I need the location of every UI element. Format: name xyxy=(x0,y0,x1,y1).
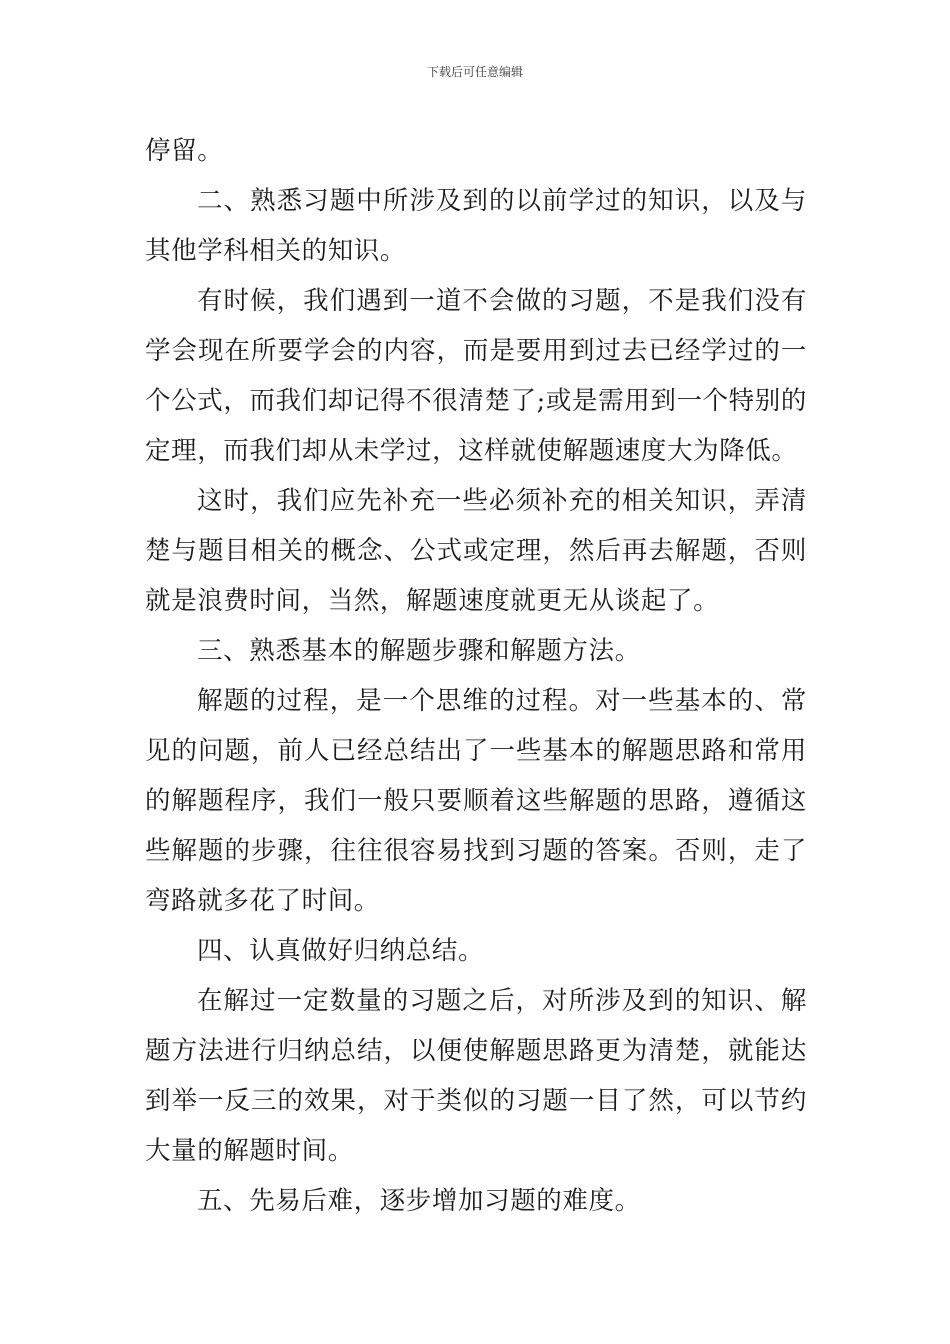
paragraph: 在解过一定数量的习题之后，对所涉及到的知识、解题方法进行归纳总结，以便使解题思路更为清楚，就能达到举一反三的效果，对于类似的习题一目了然，可以节约大量的解题时间。 xyxy=(145,986,807,1166)
section-heading-4: 四、认真做好归纳总结。 xyxy=(197,936,485,966)
paragraph: 有时候，我们遇到一道不会做的习题，不是我们没有学会现在所要学会的内容，而是要用到过去已经学过的一个公式，而我们却记得不很清楚了;或是需用到一个特别的定理，而我们却从未学过，这样就使解题速度大为降低。 xyxy=(145,286,807,466)
section-heading-2: 二、熟悉习题中所涉及到的以前学过的知识，以及与其他学科相关的知识。 xyxy=(145,186,807,266)
paragraph-continuation: 停留。 xyxy=(145,136,224,166)
paragraph: 这时，我们应先补充一些必须补充的相关知识，弄清楚与题目相关的概念、公式或定理，然后再去解题，否则就是浪费时间，当然，解题速度就更无从谈起了。 xyxy=(145,486,807,616)
paragraph: 解题的过程，是一个思维的过程。对一些基本的、常见的问题，前人已经总结出了一些基本的解题思路和常用的解题程序，我们一般只要顺着这些解题的思路，遵循这些解题的步骤，往往很容易找到习题的答案。否则，走了弯路就多花了时间。 xyxy=(145,686,807,916)
document-body xyxy=(145,126,807,1226)
section-heading-5: 五、先易后难，逐步增加习题的难度。 xyxy=(197,1186,641,1216)
page-header: 下载后可任意编辑 xyxy=(426,65,523,79)
section-heading-3: 三、熟悉基本的解题步骤和解题方法。 xyxy=(197,636,641,666)
